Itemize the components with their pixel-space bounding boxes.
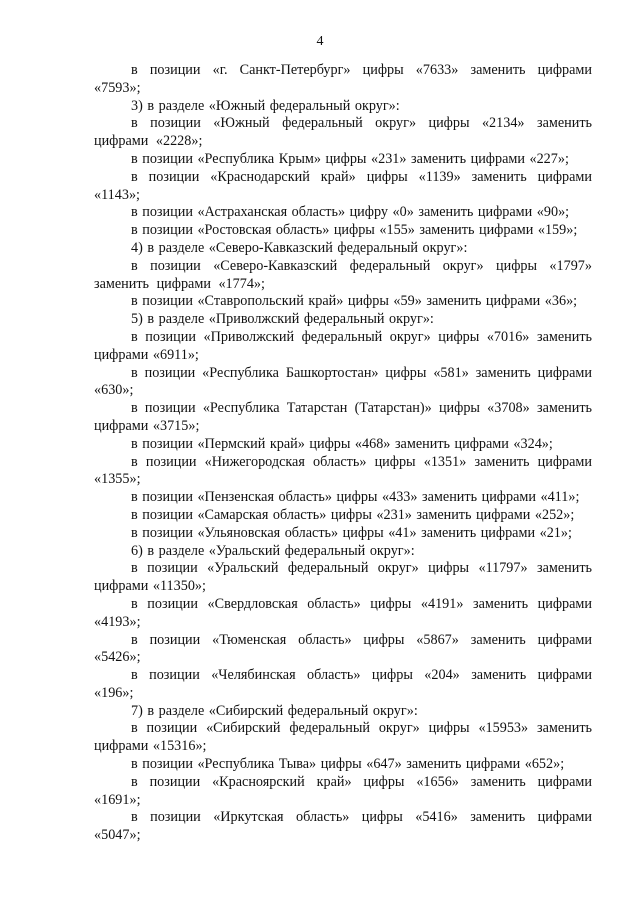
paragraph-stavropol: в позиции «Ставропольский край» цифры «59» заменить цифрами «36»;: [131, 293, 578, 310]
paragraph-st-petersburg: в позиции «г. Санкт-Петербург» цифры «7633» заменить цифрами «7593»;: [94, 62, 592, 96]
paragraph-ural-district: в позиции «Уральский федеральный округ» цифры «11797» заменить цифрами «11350»;: [94, 560, 592, 595]
paragraph-bashkortostan: в позиции «Республика Башкортостан» цифры «581» заменить цифрами «630»;: [94, 364, 592, 399]
paragraph-astrakhan: в позиции «Астраханская область» цифру «0» заменить цифрами «90»;: [131, 204, 570, 221]
paragraph-tyva: в позиции «Республика Тыва» цифры «647» заменить цифрами «652»;: [131, 756, 565, 773]
paragraph-tatarstan: в позиции «Республика Татарстан (Татарстан)» цифры «3708» заменить цифрами «3715»;: [94, 400, 592, 434]
paragraph-tyumen: в позиции «Тюменская область» цифры «5867» заменить цифрами «5426»;: [94, 631, 592, 666]
document-body: [94, 62, 592, 845]
paragraph-krasnodar: в позиции «Краснодарский край» цифры «1139» заменить цифрами «1143»;: [94, 168, 592, 203]
section-heading-volga: 5) в разделе «Приволжский федеральный округ»:: [131, 311, 434, 328]
paragraph-sverdlovsk: в позиции «Свердловская область» цифры «4191» заменить цифрами «4193»;: [94, 595, 592, 630]
paragraph-north-caucasus-district: в позиции «Северо-Кавказский федеральный округ» цифры «1797» заменить цифрами «1774»;: [94, 257, 592, 292]
page-number: 4: [316, 34, 324, 49]
section-heading-north-caucasus: 4) в разделе «Северо-Кавказский федеральный округ»:: [131, 239, 468, 256]
paragraph-penza: в позиции «Пензенская область» цифры «433» заменить цифрами «411»;: [131, 489, 580, 506]
section-heading-siberian: 7) в разделе «Сибирский федеральный округ»:: [131, 702, 418, 719]
paragraph-chelyabinsk: в позиции «Челябинская область» цифры «204» заменить цифрами «196»;: [94, 667, 592, 701]
paragraph-southern-district: в позиции «Южный федеральный округ» цифры «2134» заменить цифрами «2228»;: [94, 115, 592, 150]
paragraph-crimea: в позиции «Республика Крым» цифры «231» заменить цифрами «227»;: [131, 150, 569, 167]
section-heading-ural: 6) в разделе «Уральский федеральный округ»:: [131, 542, 415, 559]
paragraph-ulyanovsk: в позиции «Ульяновская область» цифры «41» заменить цифрами «21»;: [131, 524, 572, 541]
paragraph-samara: в позиции «Самарская область» цифры «231» заменить цифрами «252»;: [131, 506, 575, 523]
paragraph-rostov: в позиции «Ростовская область» цифры «155» заменить цифрами «159»;: [131, 222, 578, 239]
paragraph-krasnoyarsk: в позиции «Красноярский край» цифры «1656» заменить цифрами «1691»;: [94, 773, 592, 808]
paragraph-perm: в позиции «Пермский край» цифры «468» заменить цифрами «324»;: [131, 435, 553, 452]
paragraph-irkutsk: в позиции «Иркутская область» цифры «5416» заменить цифрами «5047»;: [94, 809, 592, 844]
paragraph-siberian-district: в позиции «Сибирский федеральный округ» цифры «15953» заменить цифрами «15316»;: [94, 720, 592, 755]
section-heading-southern: 3) в разделе «Южный федеральный округ»:: [131, 97, 400, 114]
paragraph-nizhny-novgorod: в позиции «Нижегородская область» цифры «1351» заменить цифрами «1355»;: [94, 453, 592, 488]
paragraph-volga-district: в позиции «Приволжский федеральный округ» цифры «7016» заменить цифрами «6911»;: [94, 328, 592, 363]
